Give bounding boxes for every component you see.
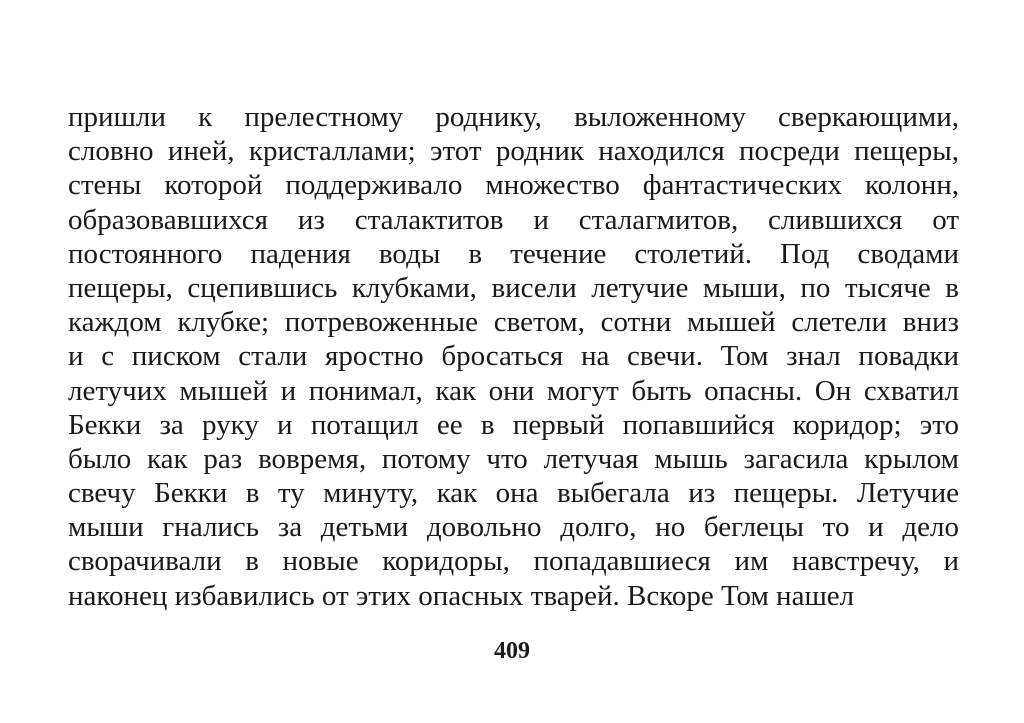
- text-line-last: наконец избавились от этих опасных тварей. Вскоре Том нашел: [68, 579, 855, 612]
- text-line: пришли к прелестному роднику, выложенному сверкающими,: [68, 101, 959, 133]
- text-line: летучих мышей и понимал, как они могут быть опасны. Он схватил: [68, 374, 959, 407]
- text-line: сворачивали в новые коридоры, попадавшиеся им навстречу, и: [68, 545, 959, 578]
- text-line: каждом клубке; потревоженные светом, сотни мышей слетели вниз: [68, 306, 959, 339]
- text-line: стены которой поддерживало множество фантастических колонн,: [68, 169, 959, 202]
- text-line: образовавшихся из сталактитов и сталагмитов, слившихся от: [68, 203, 959, 236]
- text-line: Бекки за руку и потащил ее в первый попавшийся коридор; это: [68, 408, 959, 441]
- text-line: мыши гнались за детьми довольно долго, но беглецы то и дело: [68, 511, 959, 544]
- text-line: словно иней, кристаллами; этот родник находился посреди пещеры,: [68, 135, 959, 168]
- body-text: [68, 100, 959, 613]
- text-line: свечу Бекки в ту минуту, как она выбегала из пещеры. Летучие: [68, 477, 959, 510]
- text-line: и с писком стали яростно бросаться на свечи. Том знал повадки: [68, 340, 959, 373]
- text-line: пещеры, сцепившись клубками, висели летучие мыши, по тысяче в: [68, 271, 959, 304]
- text-line: было как раз вовремя, потому что летучая мышь загасила крылом: [68, 442, 959, 475]
- page-number: 409: [494, 638, 530, 664]
- text-line: постоянного падения воды в течение столетий. Под сводами: [68, 237, 959, 270]
